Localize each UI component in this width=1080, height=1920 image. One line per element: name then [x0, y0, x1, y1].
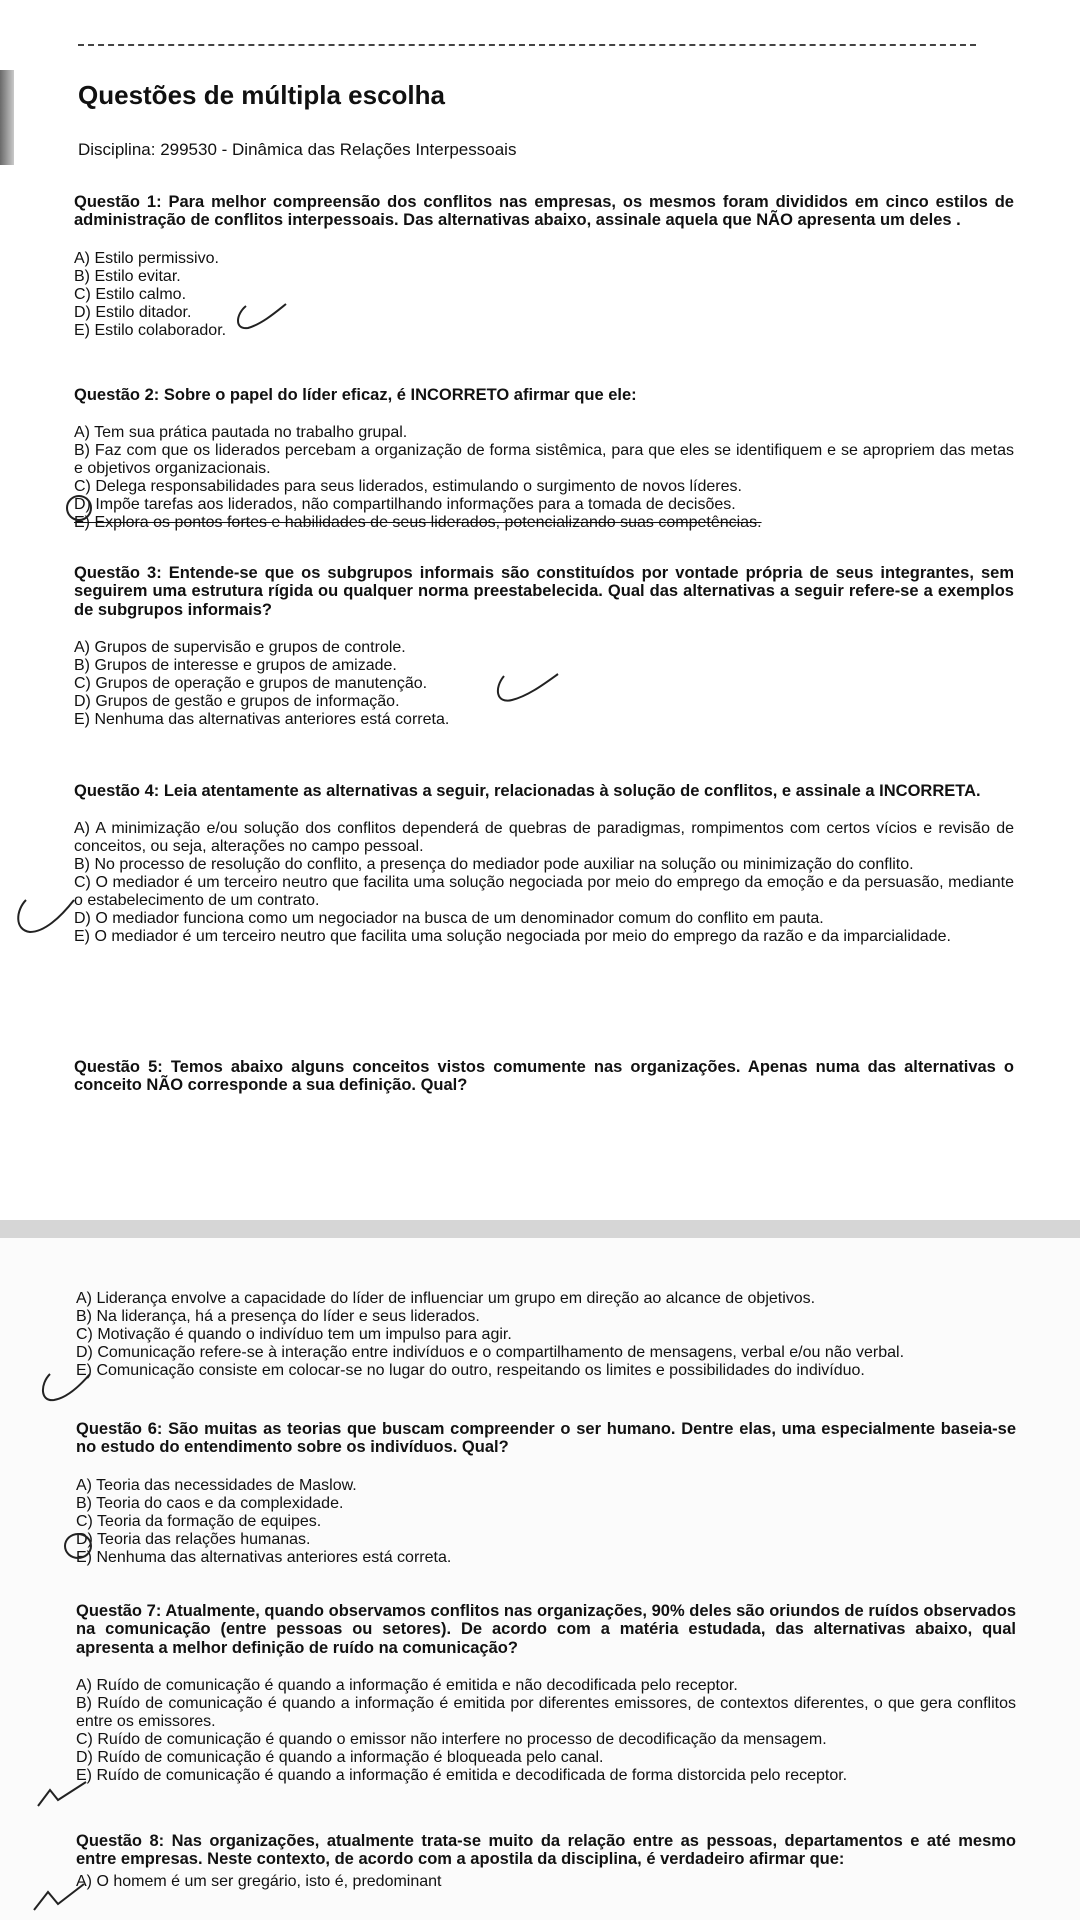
- question-3-option-d[interactable]: D) Grupos de gestão e grupos de informação.: [74, 693, 400, 711]
- dashed-divider: [78, 44, 976, 46]
- question-7: [76, 1602, 1016, 1785]
- question-5-text: Questão 5: Temos abaixo alguns conceitos vistos comumente nas organizações. Apenas numa das alternativas o conceito NÃO corresponde a sua definição. Qual?: [74, 1058, 1014, 1095]
- question-3-option-a[interactable]: A) Grupos de supervisão e grupos de controle.: [74, 639, 406, 657]
- question-1-option-c[interactable]: C) Estilo calmo.: [74, 285, 187, 303]
- question-6-option-a[interactable]: A) Teoria das necessidades de Maslow.: [76, 1476, 357, 1494]
- question-4-text: Questão 4: Leia atentamente as alternativas a seguir, relacionadas à solução de conflitos, e assinale a INCORRETA.: [74, 782, 981, 800]
- question-3: [74, 564, 1014, 729]
- page-sheet-2: [0, 1238, 1080, 1920]
- question-7-option-d[interactable]: D) Ruído de comunicação é quando a informação é bloqueada pelo canal.: [76, 1749, 604, 1767]
- question-6-option-b[interactable]: B) Teoria do caos e da complexidade.: [76, 1494, 344, 1512]
- question-3-text: Questão 3: Entende-se que os subgrupos informais são constituídos por vontade própria de seus integrantes, sem seguirem uma estrutura rígida ou qualquer norma preestabelecida. Qual das alternativas a seguir refere-se a exemplos de subgrupos informais?: [74, 564, 1014, 619]
- question-7-option-e[interactable]: E) Ruído de comunicação é quando a informação é emitida e decodificada de forma distorcida pelo receptor.: [76, 1766, 848, 1784]
- question-4-option-a[interactable]: A) A minimização e/ou solução dos conflitos dependerá de quebras de paradigmas, rompimentos com certos vícios e revisão de conceitos, ou seja, alterações no campo pessoal.: [74, 820, 1014, 856]
- question-4-option-c[interactable]: C) O mediador é um terceiro neutro que facilita uma solução negociada por meio do emprego da emoção e da persuasão, mediante o estabelecimento de um contrato.: [74, 874, 1014, 910]
- question-2-option-b[interactable]: B) Faz com que os liderados percebam a organização de forma sistêmica, para que eles se identifiquem e se apropriem das metas e objetivos organizacionais.: [74, 442, 1014, 478]
- question-2: [74, 386, 1014, 532]
- question-6-option-c[interactable]: C) Teoria da formação de equipes.: [76, 1512, 322, 1530]
- answer-circle-icon: [66, 495, 92, 521]
- question-1-option-a[interactable]: A) Estilo permissivo.: [74, 249, 219, 267]
- check-mark-icon: [10, 892, 80, 942]
- page-separator: [0, 1220, 1080, 1238]
- question-3-option-e[interactable]: E) Nenhuma das alternativas anteriores está correta.: [74, 711, 450, 729]
- question-2-option-e[interactable]: E) Explora os pontos fortes e habilidades de seus liderados, potencializando suas competências.: [74, 514, 762, 531]
- question-4-option-d[interactable]: D) O mediador funciona como um negociador na busca de um denominador comum do conflito em pauta.: [74, 910, 824, 927]
- scan-edge-shadow: [0, 70, 14, 165]
- question-6-option-d[interactable]: D) Teoria das relações humanas.: [76, 1530, 311, 1548]
- question-4-option-e[interactable]: E) O mediador é um terceiro neutro que facilita uma solução negociada por meio do emprego da razão e da imparcialidade.: [74, 927, 951, 945]
- question-2-option-d[interactable]: D) Impõe tarefas aos liderados, não compartilhando informações para a tomada de decisões.: [74, 496, 736, 514]
- question-4: [74, 782, 1014, 946]
- question-8: [76, 1832, 1016, 1891]
- answer-circle-icon: [64, 1533, 92, 1559]
- question-5-option-e[interactable]: E) Comunicação consiste em colocar-se no lugar do outro, respeitando os limites e possibilidades do indivíduo.: [76, 1361, 865, 1379]
- question-2-option-c[interactable]: C) Delega responsabilidades para seus liderados, estimulando o surgimento de novos líderes.: [74, 478, 742, 496]
- question-2-option-a[interactable]: A) Tem sua prática pautada no trabalho grupal.: [74, 424, 408, 442]
- question-1-option-d[interactable]: D) Estilo ditador.: [74, 303, 192, 321]
- question-7-option-b[interactable]: B) Ruído de comunicação é quando a informação é emitida por diferentes emissores, de contextos diferentes, o que gera conflitos entre os emissores.: [76, 1695, 1016, 1731]
- question-4-option-b[interactable]: B) No processo de resolução do conflito, a presença do mediador pode auxiliar na solução ou minimização do conflito.: [74, 856, 914, 874]
- question-2-text: Questão 2: Sobre o papel do líder eficaz, é INCORRETO afirmar que ele:: [74, 386, 637, 404]
- page-title: Questões de múltipla escolha: [78, 80, 445, 110]
- question-8-option-a[interactable]: A) O homem é um ser gregário, isto é, predominant: [76, 1872, 442, 1890]
- question-5-option-b[interactable]: B) Na liderança, há a presença do líder e seus liderados.: [76, 1307, 480, 1325]
- question-7-option-a[interactable]: A) Ruído de comunicação é quando a informação é emitida e não decodificada pelo receptor.: [76, 1677, 738, 1695]
- question-5-option-a[interactable]: A) Liderança envolve a capacidade do líder de influenciar um grupo em direção ao alcance de objetivos.: [76, 1290, 816, 1307]
- subject-line: Disciplina: 299530 - Dinâmica das Relações Interpessoais: [78, 140, 517, 159]
- question-6: [76, 1420, 1016, 1566]
- question-3-option-b[interactable]: B) Grupos de interesse e grupos de amizade.: [74, 657, 397, 675]
- question-5-option-c[interactable]: C) Motivação é quando o indivíduo tem um impulso para agir.: [76, 1325, 512, 1343]
- question-5-options: [76, 1290, 1016, 1380]
- question-1-option-b[interactable]: B) Estilo evitar.: [74, 267, 181, 285]
- question-1-option-e[interactable]: E) Estilo colaborador.: [74, 321, 227, 339]
- question-6-option-e[interactable]: E) Nenhuma das alternativas anteriores está correta.: [76, 1548, 452, 1566]
- question-8-text: Questão 8: Nas organizações, atualmente trata-se muito da relação entre as pessoas, departamentos e até mesmo entre empresas. Neste contexto, de acordo com a apostila da disciplina, é verdadeiro afirmar que:: [76, 1832, 1016, 1869]
- question-6-text: Questão 6: São muitas as teorias que buscam compreender o ser humano. Dentre elas, uma especialmente baseia-se no estudo do entendimento sobre os indivíduos. Qual?: [76, 1420, 1016, 1457]
- question-1-text: Questão 1: Para melhor compreensão dos conflitos nas empresas, os mesmos foram divididos em cinco estilos de administração de conflitos interpessoais. Das alternativas abaixo, assinale aquela que NÃO apresenta um deles .: [74, 193, 1014, 230]
- question-5-option-d[interactable]: D) Comunicação refere-se à interação entre indivíduos e o compartilhamento de mensagens, verbal e/ou não verbal.: [76, 1343, 905, 1361]
- question-5: [74, 1058, 1014, 1115]
- question-1: [74, 193, 1014, 339]
- question-7-text: Questão 7: Atualmente, quando observamos conflitos nas organizações, 90% deles são oriundos de ruídos observados na comunicação (entre pessoas ou setores). De acordo com a matéria estudada, das alternativas abaixo, qual apresenta a melhor definição de ruído na comunicação?: [76, 1602, 1016, 1657]
- question-7-option-c[interactable]: C) Ruído de comunicação é quando o emissor não interfere no processo de decodificação da mensagem.: [76, 1731, 827, 1749]
- question-3-option-c[interactable]: C) Grupos de operação e grupos de manutenção.: [74, 675, 428, 693]
